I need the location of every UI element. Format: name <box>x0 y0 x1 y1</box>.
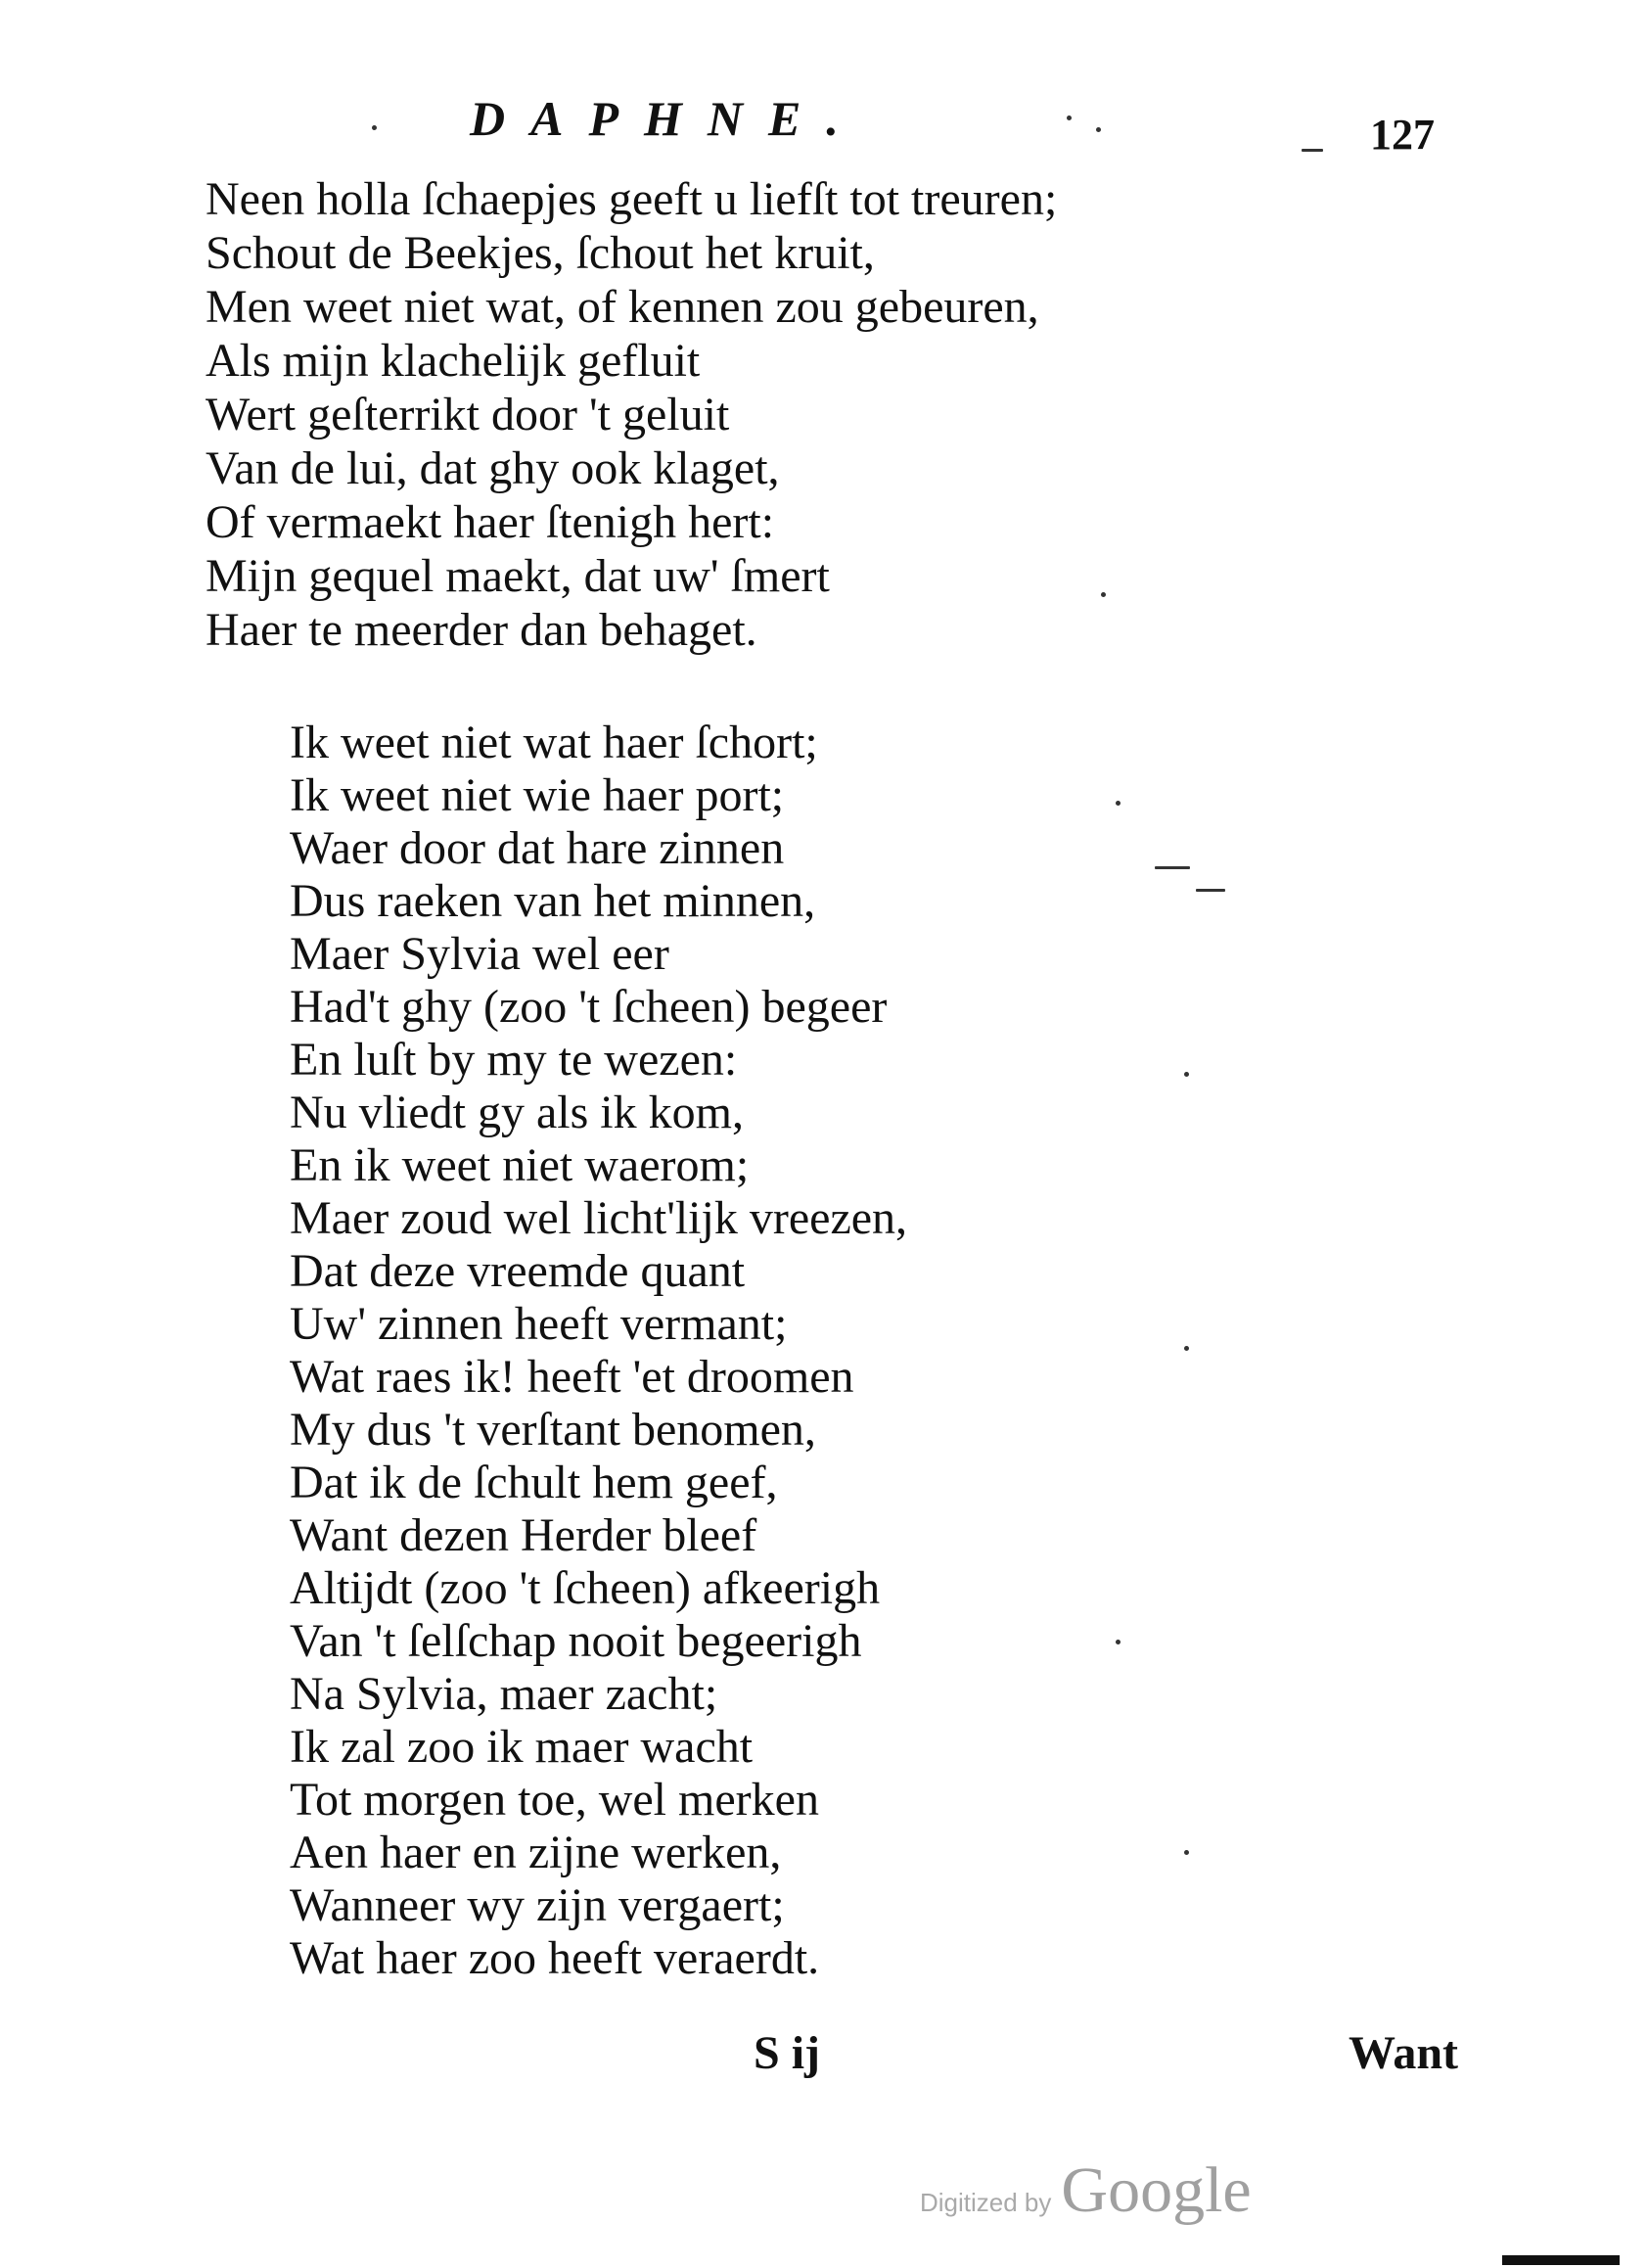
verse-line: Ik weet niet wat haer ſchort; <box>290 717 818 768</box>
verse-line: Aen haer en zijne werken, <box>290 1827 782 1878</box>
verse-line: Altijdt (zoo 't ſcheen) afkeerigh <box>290 1562 881 1614</box>
verse-line: Tot morgen toe, wel merken <box>290 1774 819 1826</box>
verse-line: My dus 't verſtant benomen, <box>290 1404 816 1456</box>
verse-line: Haer te meerder dan behaget. <box>206 604 757 656</box>
ink-speck <box>1196 889 1225 892</box>
stanza-1 <box>206 172 1057 657</box>
verse-line: Dat ik de ſchult hem geef, <box>290 1457 778 1508</box>
digitized-by-watermark <box>920 2153 1252 2228</box>
stanza-2 <box>290 717 907 1985</box>
verse-line: Uw' zinnen heeft vermant; <box>290 1298 788 1350</box>
ink-speck <box>1184 1346 1189 1351</box>
verse-line: Mijn gequel maekt, dat uw' ſmert <box>206 550 830 602</box>
page-number: 127 <box>1370 111 1435 159</box>
verse-line: Maer Sylvia wel eer <box>290 928 669 980</box>
ink-speck <box>1116 1640 1121 1644</box>
verse-line: En ik weet niet waerom; <box>290 1139 750 1191</box>
verse-line: Van de lui, dat ghy ook klaget, <box>206 442 780 494</box>
ink-speck <box>1096 127 1101 132</box>
verse-line: Als mijn klachelijk gefluit <box>206 335 701 387</box>
verse-line: Wat haer zoo heeft veraerdt. <box>290 1932 820 1984</box>
google-logo: Google <box>1061 2154 1252 2226</box>
verse-line: Wert geſterrikt door 't geluit <box>206 389 730 440</box>
verse-line: Ik weet niet wie haer port; <box>290 769 785 821</box>
signature-mark: S ij <box>754 2027 821 2079</box>
verse-line: Want dezen Herder bleef <box>290 1509 757 1561</box>
verse-line: Ik zal zoo ik maer wacht <box>290 1721 754 1773</box>
verse-line: Wat raes ik! heeft 'et droomen <box>290 1351 854 1403</box>
verse-line: Of vermaekt haer ſtenigh hert: <box>206 496 775 548</box>
verse-line: Nu vliedt gy als ik kom, <box>290 1087 744 1138</box>
verse-line: Van 't ſelſchap nooit begeerigh <box>290 1615 862 1667</box>
verse-line: En luſt by my te wezen: <box>290 1034 738 1086</box>
verse-line: Na Sylvia, maer zacht; <box>290 1668 718 1720</box>
verse-line: Schout de Beekjes, ſchout het kruit, <box>206 227 875 279</box>
verse-line: Neen holla ſchaepjes geeft u liefſt tot treuren; <box>206 173 1058 225</box>
ink-speck <box>1184 1072 1189 1077</box>
verse-line: Dat deze vreemde quant <box>290 1245 746 1297</box>
ink-speck <box>1302 149 1323 152</box>
running-title: DAPHNE. <box>470 91 864 146</box>
bottom-edge-rule <box>1502 2255 1620 2265</box>
verse-line: Waer door dat hare zinnen <box>290 822 785 874</box>
ink-speck <box>1155 866 1190 869</box>
catchword: Want <box>1349 2027 1459 2079</box>
verse-line: Maer zoud wel licht'lijk vreezen, <box>290 1192 908 1244</box>
verse-line: Wanneer wy zijn vergaert; <box>290 1879 785 1931</box>
ink-speck <box>372 125 377 130</box>
verse-line: Had't ghy (zoo 't ſcheen) begeer <box>290 981 888 1033</box>
digitized-by-label: Digitized by <box>920 2188 1052 2217</box>
ink-speck <box>1067 116 1072 120</box>
verse-line: Men weet niet wat, of kennen zou gebeuren, <box>206 281 1039 333</box>
verse-line: Dus raeken van het minnen, <box>290 875 816 927</box>
ink-speck <box>1116 801 1121 806</box>
ink-speck <box>1184 1850 1189 1855</box>
ink-speck <box>1101 592 1106 597</box>
